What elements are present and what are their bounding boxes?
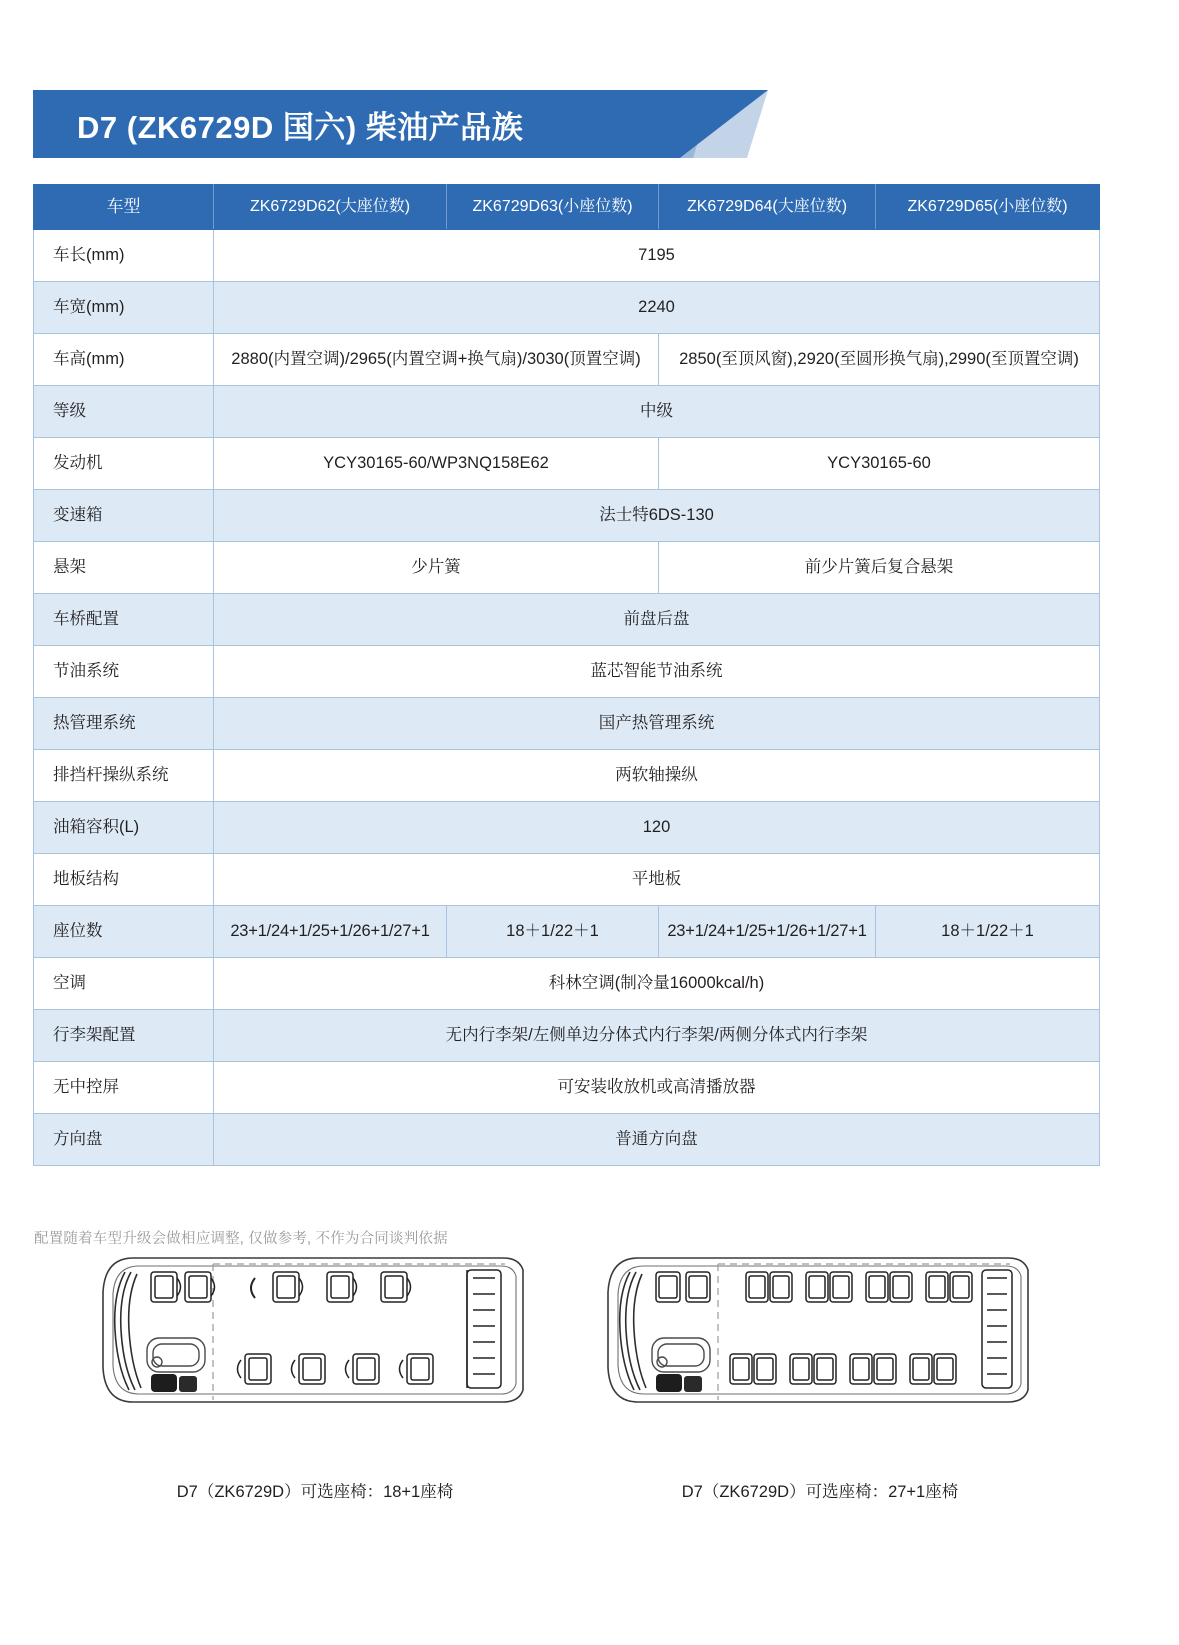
table-row [34,594,1100,646]
row-label: 热管理系统 [34,698,214,750]
page-title: D7 (ZK6729D 国六) 柴油产品族 [77,109,524,145]
floorplan-diagram-27plus1 [600,1250,1040,1410]
table-row [34,542,1100,594]
row-label: 行李架配置 [34,1010,214,1062]
row-label: 地板结构 [34,854,214,906]
column-header-model-4: ZK6729D65(小座位数) [876,185,1100,230]
row-label: 节油系统 [34,646,214,698]
table-row [34,906,1100,958]
table-row [34,750,1100,802]
row-label: 排挡杆操纵系统 [34,750,214,802]
row-label: 悬架 [34,542,214,594]
row-value: 23+1/24+1/25+1/26+1/27+1 [659,906,876,958]
row-label: 车长(mm) [34,230,214,282]
column-header-model-1: ZK6729D62(大座位数) [214,185,447,230]
table-row [34,230,1100,282]
table-row [34,854,1100,906]
row-value: 科林空调(制冷量16000kcal/h) [214,958,1100,1010]
page-header-banner [33,90,768,158]
column-header-spec: 车型 [34,185,214,230]
table-row [34,802,1100,854]
row-label: 车宽(mm) [34,282,214,334]
row-value: 7195 [214,230,1100,282]
row-value: YCY30165-60/WP3NQ158E62 [214,438,659,490]
column-header-model-3: ZK6729D64(大座位数) [659,185,876,230]
row-value: 蓝芯智能节油系统 [214,646,1100,698]
row-value: 前少片簧后复合悬架 [659,542,1100,594]
row-value: 18＋1/22＋1 [447,906,659,958]
table-row [34,1010,1100,1062]
row-label: 油箱容积(L) [34,802,214,854]
row-label: 变速箱 [34,490,214,542]
disclaimer-note: 配置随着车型升级会做相应调整, 仅做参考, 不作为合同谈判依据 [34,1231,448,1247]
table-row [34,958,1100,1010]
row-value: 中级 [214,386,1100,438]
table-row [34,646,1100,698]
row-label: 车高(mm) [34,334,214,386]
row-value: 23+1/24+1/25+1/26+1/27+1 [214,906,447,958]
floorplan-caption-27plus1: D7（ZK6729D）可选座椅：27+1座椅 [681,1483,959,1501]
row-label: 无中控屏 [34,1062,214,1114]
floorplan-caption-18plus1: D7（ZK6729D）可选座椅：18+1座椅 [176,1483,454,1501]
specification-table [33,184,1100,1166]
table-row [34,282,1100,334]
row-label: 等级 [34,386,214,438]
table-row [34,438,1100,490]
row-value: 可安装收放机或高清播放器 [214,1062,1100,1114]
table-header-row [34,185,1100,230]
row-value: 无内行李架/左侧单边分体式内行李架/两侧分体式内行李架 [214,1010,1100,1062]
table-row [34,334,1100,386]
row-value: 前盘后盘 [214,594,1100,646]
row-value: 普通方向盘 [214,1114,1100,1166]
row-value: 2880(内置空调)/2965(内置空调+换气扇)/3030(顶置空调) [214,334,659,386]
row-value: 法士特6DS-130 [214,490,1100,542]
floorplan-diagram-18plus1 [95,1250,535,1410]
row-value: 2850(至顶风窗),2920(至圆形换气扇),2990(至顶置空调) [659,334,1100,386]
row-label: 发动机 [34,438,214,490]
row-value: 2240 [214,282,1100,334]
row-value: 18＋1/22＋1 [876,906,1100,958]
column-header-model-2: ZK6729D63(小座位数) [447,185,659,230]
row-label: 空调 [34,958,214,1010]
table-row [34,698,1100,750]
row-label: 方向盘 [34,1114,214,1166]
row-label: 座位数 [34,906,214,958]
table-row [34,1062,1100,1114]
row-value: 少片簧 [214,542,659,594]
row-value: YCY30165-60 [659,438,1100,490]
row-value: 两软轴操纵 [214,750,1100,802]
row-label: 车桥配置 [34,594,214,646]
table-row [34,490,1100,542]
table-row [34,1114,1100,1166]
row-value: 平地板 [214,854,1100,906]
table-row [34,386,1100,438]
row-value: 120 [214,802,1100,854]
row-value: 国产热管理系统 [214,698,1100,750]
